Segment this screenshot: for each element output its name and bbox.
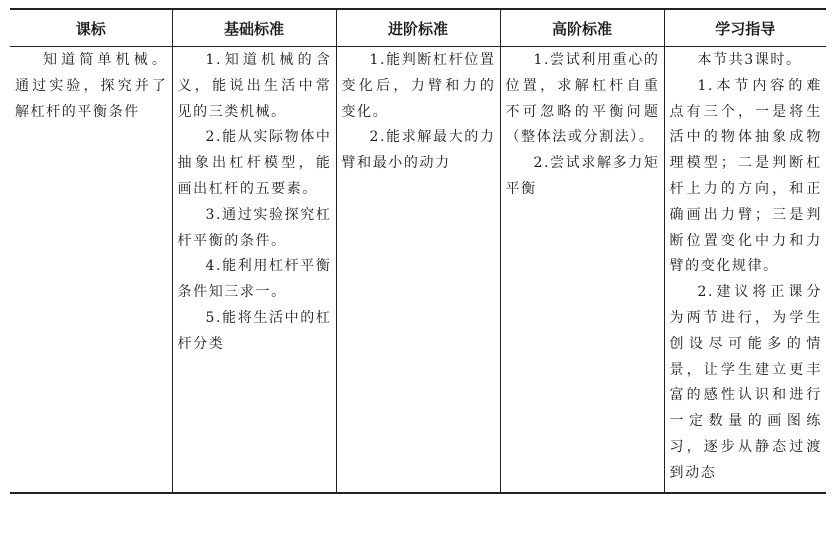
cell-paragraph: 2.能从实际物体中抽象出杠杆模型，能画出杠杆的五要素。 — [177, 129, 332, 197]
cell-paragraph: 2.尝试求解多力矩平衡 — [505, 155, 660, 197]
cell-paragraph: 3.通过实验探究杠杆平衡的条件。 — [177, 206, 332, 249]
cell-paragraph: 1.尝试利用重心的位置，求解杠杆自重不可忽略的平衡问题（整体法或分割法）。 — [505, 52, 660, 146]
cell-basic-standard — [172, 47, 336, 494]
cell-paragraph: 1.本节内容的难点有三个，一是将生活中的物体抽象成物理模型；二是判断杠杆上力的方向，和正确画出力臂；三是判断位置变化中力和力臂的变化规律。 — [669, 77, 822, 275]
header-row — [10, 9, 826, 47]
curriculum-standards-table — [10, 8, 826, 494]
cell-learning-guidance — [664, 47, 826, 494]
cell-paragraph: 4.能利用杠杆平衡条件知三求一。 — [177, 258, 332, 301]
cell-paragraph: 1.知道机械的含义，能说出生活中常见的三类机械。 — [177, 52, 332, 120]
header-basic-standard: 基础标准 — [172, 9, 336, 47]
header-high-level-standard: 高阶标准 — [500, 9, 664, 47]
cell-advanced-standard — [336, 47, 500, 494]
header-learning-guidance: 学习指导 — [664, 9, 826, 47]
cell-paragraph: 2.能求解最大的力臂和最小的动力 — [341, 129, 496, 172]
cell-high-level-standard — [500, 47, 664, 494]
cell-paragraph: 1.能判断杠杆位置变化后，力臂和力的变化。 — [341, 52, 496, 120]
cell-paragraph: 知道简单机械。通过实验，探究并了解杠杆的平衡条件 — [15, 52, 168, 120]
cell-paragraph: 2.建议将正课分为两节进行，为学生创设尽可能多的情景，让学生建立更丰富的感性认识和进行一定数量的画图练习，逐步从静态过渡到动态 — [669, 284, 822, 481]
header-curriculum-standard: 课标 — [10, 9, 172, 47]
cell-curriculum-standard — [10, 47, 172, 494]
cell-paragraph: 本节共3课时。 — [697, 52, 802, 68]
header-advanced-standard: 进阶标准 — [336, 9, 500, 47]
table-row — [10, 47, 826, 494]
cell-paragraph: 5.能将生活中的杠杆分类 — [177, 309, 332, 352]
